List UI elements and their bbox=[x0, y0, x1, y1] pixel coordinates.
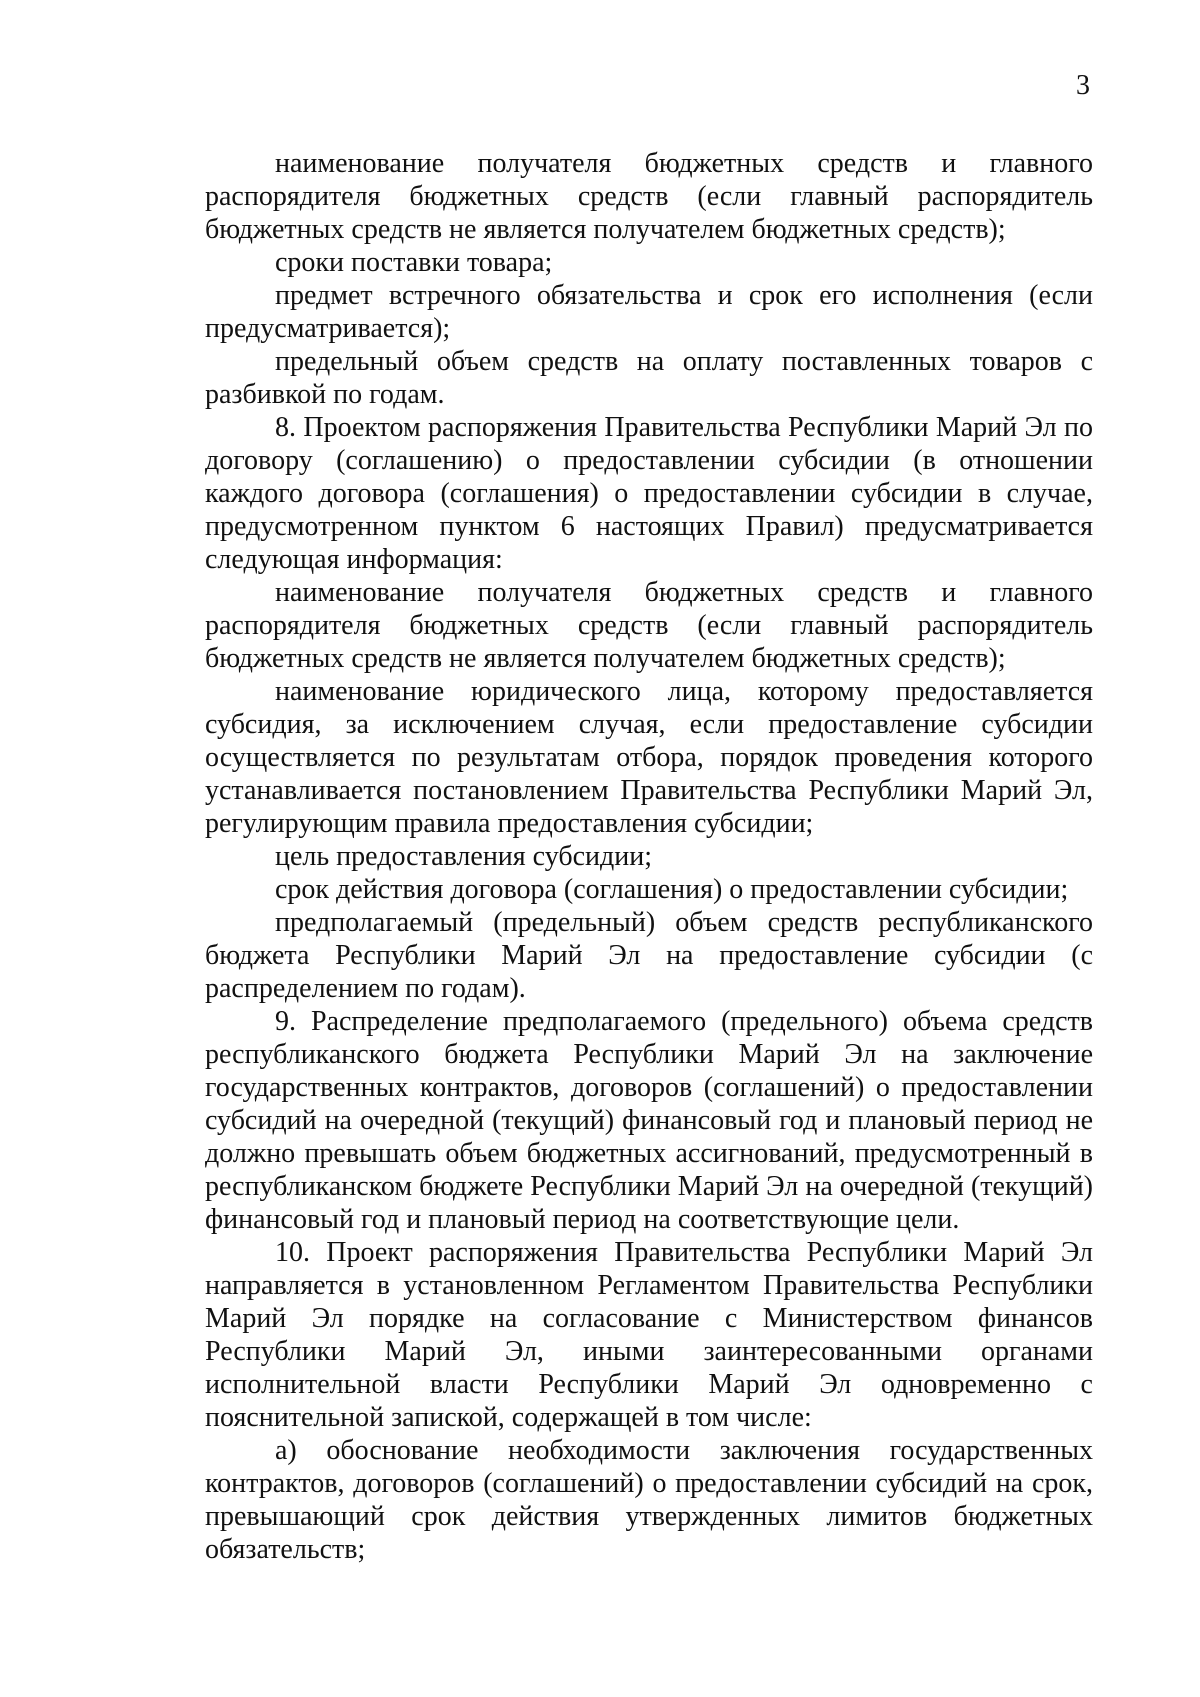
document-body bbox=[205, 147, 1093, 1566]
paragraph-subsidy-purpose: цель предоставления субсидии; bbox=[275, 841, 653, 872]
page-number: 3 bbox=[1076, 70, 1090, 101]
paragraph-recipient-info: наименование получателя бюджетных средств и главного распорядителя бюджетных средств (если главный распорядитель бюджетных средств не является получателем бюджетных средств); bbox=[205, 148, 1093, 245]
paragraph-funds-limit: предельный объем средств на оплату поставленных товаров с разбивкой по годам. bbox=[205, 346, 1093, 410]
paragraph-clause-8: 8. Проектом распоряжения Правительства Республики Марий Эл по договору (соглашению) о предоставлении субсидии (в отношении каждого договора (соглашения) о предоставлении субсидии в случае, предусмотренном пунктом 6 настоящих Правил) предусматривается следующая информация: bbox=[205, 412, 1093, 575]
paragraph-recipient-info-2: наименование получателя бюджетных средств и главного распорядителя бюджетных средств (если главный распорядитель бюджетных средств не является получателем бюджетных средств); bbox=[205, 577, 1093, 674]
paragraph-clause-9: 9. Распределение предполагаемого (предельного) объема средств республиканского бюджета Республики Марий Эл на заключение государственных контрактов, договоров (соглашений) о предоставлении субсидий на очередной (текущий) финансовый год и плановый период не должно превышать объем бюджетных ассигнований, предусмотренный в республиканском бюджете Республики Марий Эл на очередной (текущий) финансовый год и плановый период на соответствующие цели. bbox=[205, 1006, 1093, 1235]
paragraph-budget-volume: предполагаемый (предельный) объем средств республиканского бюджета Республики Марий Эл на предоставление субсидии (с распределением по годам). bbox=[205, 907, 1093, 1004]
paragraph-counter-obligation: предмет встречного обязательства и срок его исполнения (если предусматривается); bbox=[205, 280, 1093, 344]
paragraph-subclause-a: а) обоснование необходимости заключения государственных контрактов, договоров (соглашений) о предоставлении субсидий на срок, превышающий срок действия утвержденных лимитов бюджетных обязательств; bbox=[205, 1435, 1093, 1565]
paragraph-legal-entity: наименование юридического лица, которому предоставляется субсидия, за исключением случая, если предоставление субсидии осуществляется по результатам отбора, порядок проведения которого устанавливается постановлением Правительства Республики Марий Эл, регулирующим правила предоставления субсидии; bbox=[205, 676, 1093, 839]
paragraph-agreement-term: срок действия договора (соглашения) о предоставлении субсидии; bbox=[275, 874, 1069, 905]
paragraph-delivery-terms: сроки поставки товара; bbox=[275, 247, 553, 278]
paragraph-clause-10: 10. Проект распоряжения Правительства Республики Марий Эл направляется в установленном Регламентом Правительства Республики Марий Эл порядке на согласование с Министерством финансов Республики Марий Эл, иными заинтересованными органами исполнительной власти Республики Марий Эл одновременно с пояснительной запиской, содержащей в том числе: bbox=[205, 1237, 1093, 1433]
